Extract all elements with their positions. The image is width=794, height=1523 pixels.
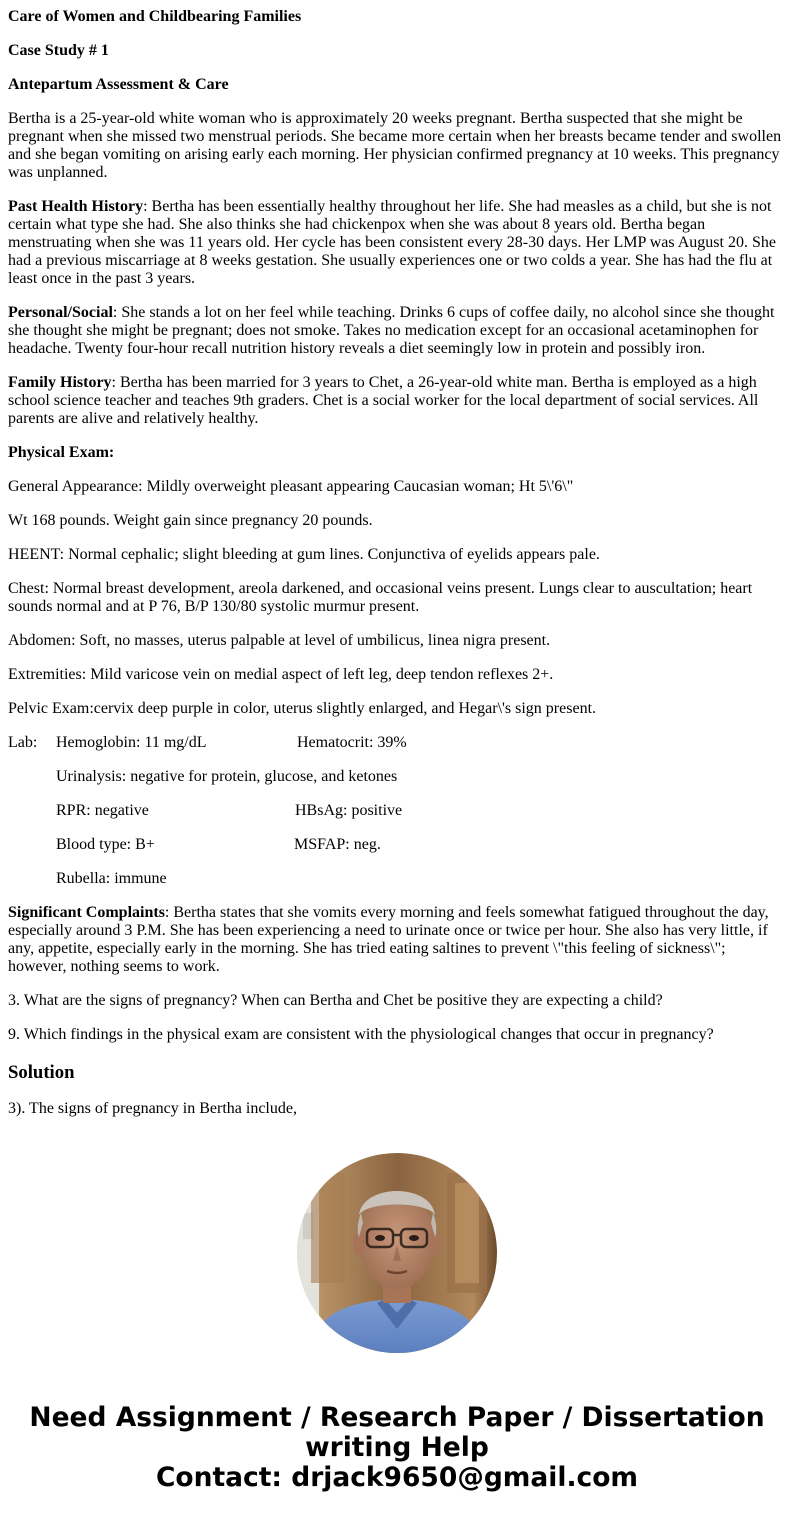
lab-row [8,870,786,888]
solution-text: 3). The signs of pregnancy in Bertha include, [8,1100,297,1117]
lab-value: Urinalysis: negative for protein, glucose, and ketones [56,768,398,785]
weight-line: Wt 168 pounds. Weight gain since pregnancy 20 pounds. [8,512,373,529]
extremities-line: Extremities: Mild varicose vein on medial aspect of left leg, deep tendon reflexes 2+. [8,666,554,683]
lab-value: MSFAP: neg. [294,836,381,853]
past-health-paragraph: Past Health History: Bertha has been essentially healthy throughout her life. She had measles as a child, but she is not certain what type she had. She also thinks she had chickenpox when she was about 8 years old. Bertha began menstruating when she was 11 years old. Her cycle has been consistent every 28-30 days. Her LMP was August 20. She had a previous miscarriage at 8 weeks gestation. She usually experiences one or two colds a year. She has had the flu at least once in the past 3 years. [8,198,776,287]
abdomen-line: Abdomen: Soft, no masses, uterus palpable at level of umbilicus, linea nigra present. [8,632,551,649]
topic-title: Antepartum Assessment & Care [8,76,229,93]
avatar-photo [297,1153,497,1353]
promo-line: Need Assignment / Research Paper / Dissertation [29,1402,765,1433]
chest-line: Chest: Normal breast development, areola darkened, and occasional veins present. Lungs clear to auscultation; heart sounds normal and at P 76, B/P 130/80 systolic murmur present. [8,580,753,615]
family-history-paragraph: Family History: Bertha has been married for 3 years to Chet, a 26-year-old white man. Bertha is employed as a high school science teacher and teaches 9th graders. Chet is a social worker for the local department of social services. All parents are alive and relatively healthy. [8,374,759,427]
lab-row [8,768,786,786]
lab-label: Lab: [8,734,38,751]
lab-value: RPR: negative [56,802,149,819]
promo-line: writing Help [305,1432,489,1463]
past-health-label: Past Health History [8,198,144,215]
lab-value: Hemoglobin: 11 mg/dL [56,734,207,751]
physical-exam-heading: Physical Exam: [8,444,115,461]
lab-row [8,802,786,820]
lab-value: Rubella: immune [56,870,167,887]
solution-heading: Solution [8,1062,75,1083]
family-history-label: Family History [8,374,112,391]
personal-social-label: Personal/Social [8,304,113,321]
case-title: Case Study # 1 [8,42,109,59]
lab-value: HBsAg: positive [295,802,403,819]
promo-contact: Contact: drjack9650@gmail.com [155,1462,639,1493]
lab-value: Hematocrit: 39% [297,734,407,751]
heent-line: HEENT: Normal cephalic; slight bleeding at gum lines. Conjunctiva of eyelids appears pale. [8,546,600,563]
complaints-label: Significant Complaints [8,904,165,921]
question-9: 9. Which findings in the physical exam are consistent with the physiological changes that occur in pregnancy? [8,1026,714,1043]
general-appearance: General Appearance: Mildly overweight pleasant appearing Caucasian woman; Ht 5\'6\" [8,478,574,495]
avatar [297,1153,497,1353]
promo-banner [0,1403,794,1493]
pelvic-line: Pelvic Exam:cervix deep purple in color, uterus slightly enlarged, and Hegar\'s sign present. [8,700,597,717]
course-title: Care of Women and Childbearing Families [8,8,302,25]
personal-social-paragraph: Personal/Social: She stands a lot on her feel while teaching. Drinks 6 cups of coffee daily, no alcohol since she thought she thought she might be pregnant; does not smoke. Takes no medication except for an occasional acetaminophen for headache. Twenty four-hour recall nutrition history reveals a diet seemingly low in protein and possibly iron. [8,304,775,357]
lab-row [8,734,786,752]
lab-row [8,836,786,854]
question-3: 3. What are the signs of pregnancy? When can Bertha and Chet be positive they are expecting a child? [8,992,663,1009]
intro-paragraph: Bertha is a 25-year-old white woman who is approximately 20 weeks pregnant. Bertha suspected that she might be pregnant when she missed two menstrual periods. She became more certain when her breasts became tender and swollen and she began vomiting on arising early each morning. Her physician confirmed pregnancy at 10 weeks. This pregnancy was unplanned. [8,110,782,181]
complaints-paragraph: Significant Complaints: Bertha states that she vomits every morning and feels somewhat fatigued throughout the day, especially around 3 P.M. She has been experiencing a need to urinate once or twice per hour. She also has very little, if any, appetite, especially early in the morning. She has tried eating saltines to prevent \"this feeling of sickness\"; however, nothing seems to work. [8,904,769,975]
lab-value: Blood type: B+ [56,836,155,853]
